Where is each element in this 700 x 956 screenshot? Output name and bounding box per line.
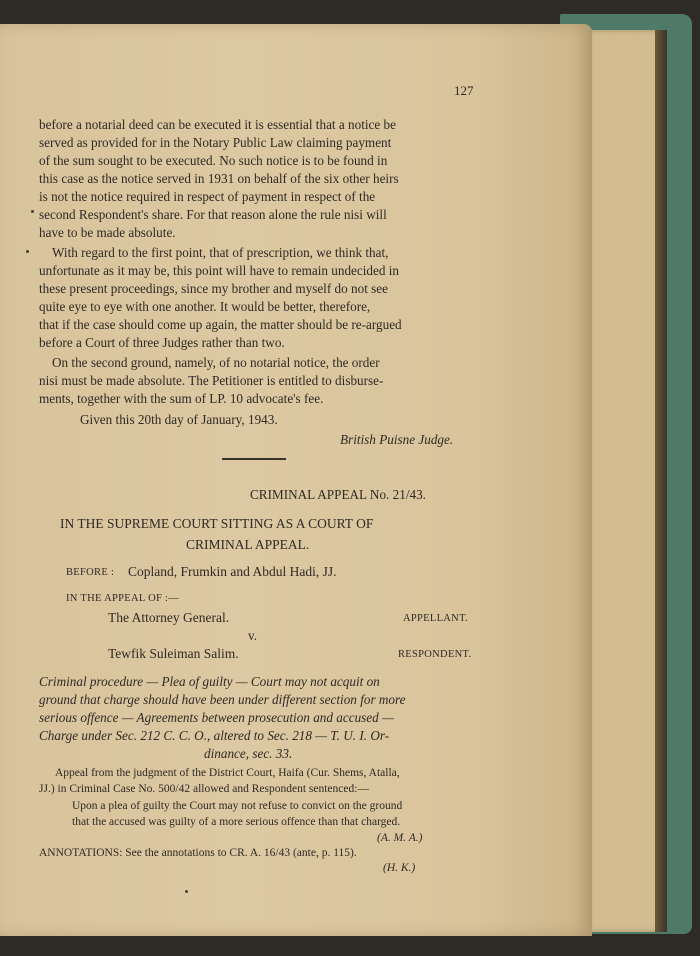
text-line: ments, together with the sum of LP. 10 advocate's fee. — [39, 391, 324, 406]
text-line: that if the case should come up again, the matter should be re-argued — [39, 317, 402, 332]
appellant-name: The Attorney General. — [108, 610, 230, 625]
headnote-line: dinance, sec. 33. — [204, 746, 293, 761]
headnote-line: Charge under Sec. 212 C. C. O., altered to Sec. 218 — T. U. I. Or- — [39, 728, 390, 743]
text-line: before a Court of three Judges rather than two. — [39, 335, 285, 350]
headnote-line: serious offence — Agreements between prosecution and accused — — [39, 710, 394, 725]
held-line: that the accused was guilty of a more serious offence than that charged. — [72, 816, 401, 828]
text-line: second Respondent's share. For that reason alone the rule nisi will — [39, 207, 387, 222]
initials-2: (H. K.) — [383, 862, 416, 874]
held-line: Upon a plea of guilty the Court may not refuse to convict on the ground — [72, 800, 403, 812]
versus: v. — [248, 628, 258, 643]
annotations: ANNOTATIONS: See the annotations to CR. A. 16/43 (ante, p. 115). — [39, 847, 357, 859]
text-line: With regard to the first point, that of prescription, we think that, — [52, 245, 389, 260]
text-line: nisi must be made absolute. The Petitioner is entitled to disburse- — [39, 373, 384, 388]
text-line: served as provided for in the Notary Public Law claiming payment — [39, 135, 392, 150]
text-line: quite eye to eye with one another. It would be better, therefore, — [39, 299, 371, 314]
respondent-name: Tewfik Suleiman Salim. — [108, 646, 239, 661]
given-date: Given this 20th day of January, 1943. — [80, 412, 278, 427]
text-line: On the second ground, namely, of no notarial notice, the order — [52, 355, 380, 370]
paper-speck — [31, 210, 34, 213]
appeal-of-label: IN THE APPEAL OF :— — [66, 593, 180, 604]
page-edges — [585, 30, 665, 932]
text-line: before a notarial deed can be executed it is essential that a notice be — [39, 117, 396, 132]
appellant-label: APPELLANT. — [403, 613, 468, 624]
headnote-line: Criminal procedure — Plea of guilty — Court may not acquit on — [39, 674, 380, 689]
respondent-label: RESPONDENT. — [398, 649, 472, 660]
case-heading: CRIMINAL APPEAL No. 21/43. — [250, 487, 426, 502]
paper-speck — [26, 250, 29, 253]
text-line: these present proceedings, since my brother and myself do not see — [39, 281, 388, 296]
judges-names: Copland, Frumkin and Abdul Hadi, JJ. — [128, 564, 337, 579]
page-number: 127 — [454, 83, 474, 98]
text-line: unfortunate as it may be, this point will have to remain undecided in — [39, 263, 400, 278]
judge-signature: British Puisne Judge. — [340, 432, 454, 447]
appeal-line: Appeal from the judgment of the District Court, Haifa (Cur. Shems, Atalla, — [55, 767, 400, 779]
text-line: of the sum sought to be executed. No such notice is to be found in — [39, 153, 388, 168]
text-line: have to be made absolute. — [39, 225, 176, 240]
text-line: is not the notice required in respect of payment in respect of the — [39, 189, 376, 204]
paper-speck — [185, 890, 188, 893]
edge-shadow — [655, 30, 667, 932]
section-divider — [222, 458, 286, 460]
text-line: this case as the notice served in 1931 on behalf of the six other heirs — [39, 171, 399, 186]
appeal-line: JJ.) in Criminal Case No. 500/42 allowed and Respondent sentenced:— — [39, 783, 369, 795]
before-label: BEFORE : — [66, 567, 115, 578]
court-title-line-2: CRIMINAL APPEAL. — [186, 537, 310, 552]
initials-1: (A. M. A.) — [377, 832, 423, 844]
headnote-line: ground that charge should have been under different section for more — [39, 692, 406, 707]
court-title-line-1: IN THE SUPREME COURT SITTING AS A COURT OF — [60, 516, 374, 531]
